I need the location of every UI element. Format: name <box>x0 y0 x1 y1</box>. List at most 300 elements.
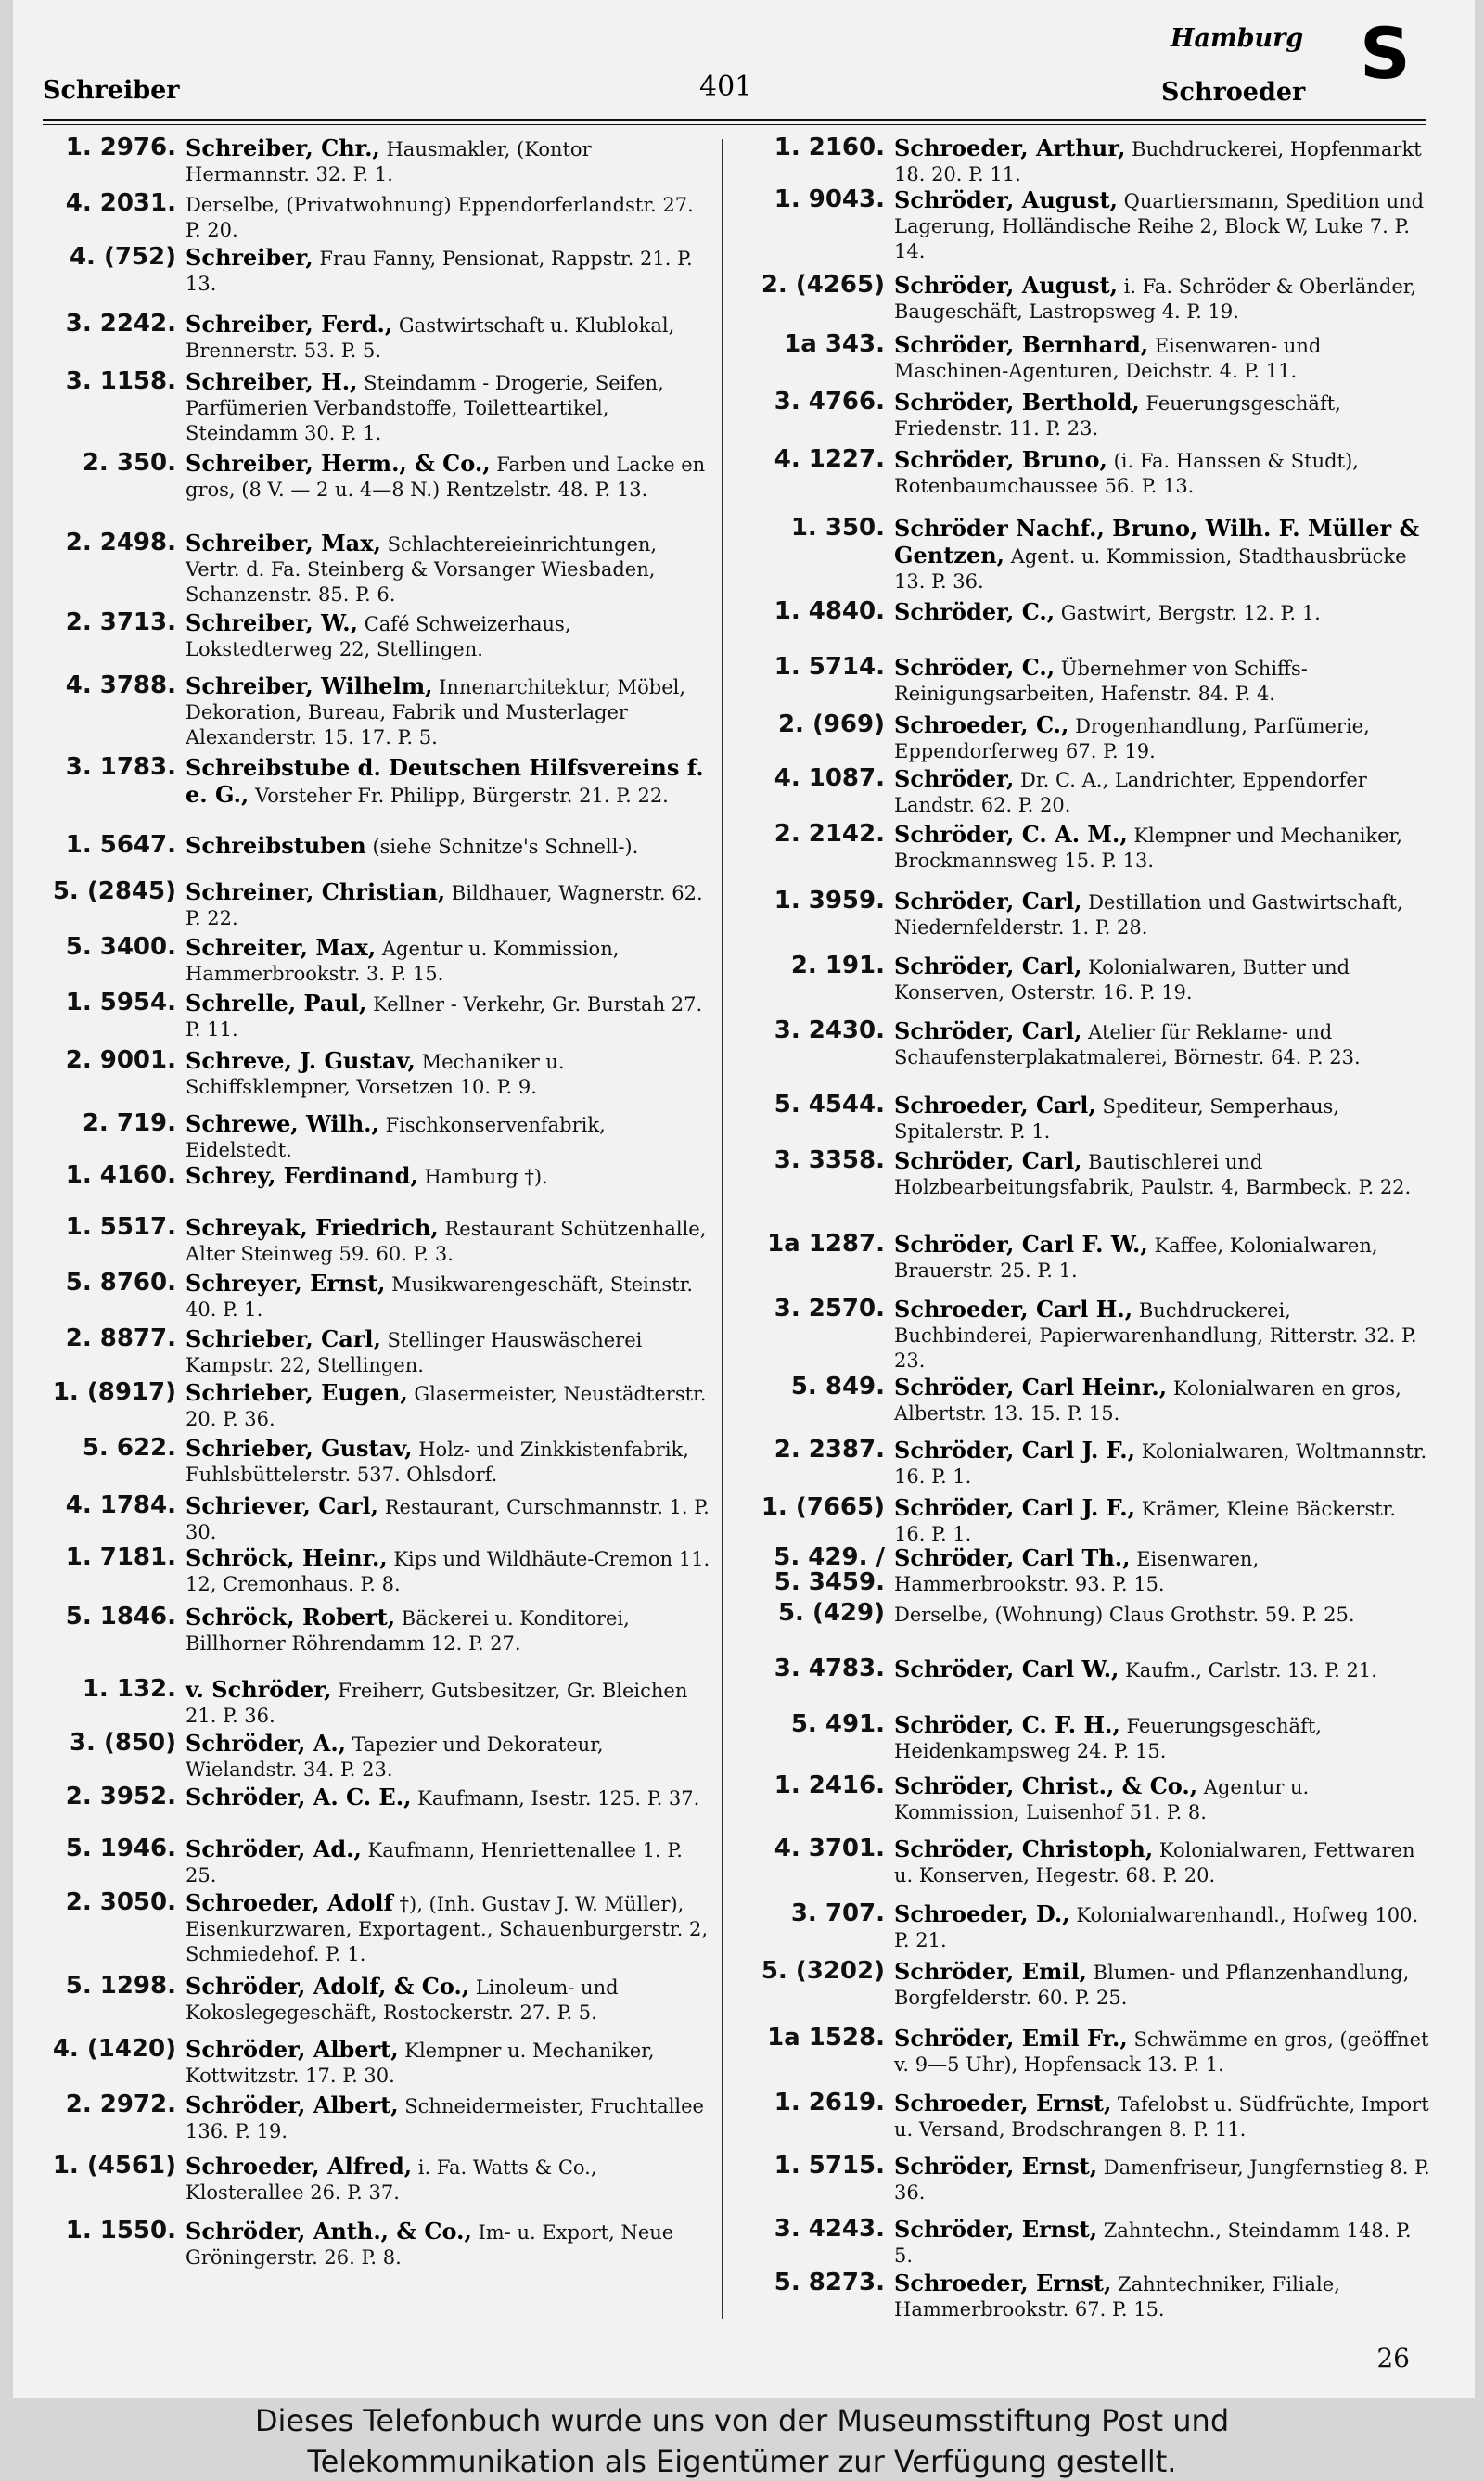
footer-line-1: Dieses Telefonbuch wurde uns von der Museumsstiftung Post und <box>254 2403 1230 2438</box>
entry-details: Kolonialwaren, Woltmannstr. 16. P. 1. <box>894 1440 1427 1488</box>
phone-number: 3. (850) <box>69 1729 176 1757</box>
subscriber-name: Schröder, Ernst, <box>894 2153 1098 2180</box>
entry-details: Café Schweizerhaus, Lokstedterweg 22, Stellingen. <box>186 613 571 660</box>
phone-number: 2. 191. <box>790 952 885 979</box>
entry-details: Restaurant, Curschmannstr. 1. P. 30. <box>186 1496 710 1543</box>
subscriber-name: Schröder, Ad., <box>186 1835 362 1862</box>
subscriber-name: Schreiber, Chr., <box>186 134 380 161</box>
entry-details: Drogenhandlung, Parfümerie, Eppendorferweg 67. P. 19. <box>894 715 1370 762</box>
entry-details: Innenarchitektur, Möbel, Dekoration, Bureau, Fabrik und Musterlager Alexanderstr. 15. 17. P. 5. <box>186 676 686 748</box>
subscriber-name: Schreiber, W., <box>186 609 359 636</box>
directory-entry <box>37 991 712 1042</box>
entry-text <box>894 953 1432 1005</box>
entry-details: Dr. C. A., Landrichter, Eppendorfer Landstr. 62. P. 20. <box>894 769 1367 816</box>
entry-details: Mechaniker u. Schiffsklempner, Vorsetzen 10. P. 9. <box>186 1051 565 1098</box>
phone-number: 2. 2142. <box>774 820 885 848</box>
entry-details: Gastwirtschaft u. Klublokal, Brennerstr. 53. P. 5. <box>186 314 675 362</box>
directory-entry <box>37 2154 712 2206</box>
directory-entry <box>746 390 1432 441</box>
subscriber-name: Schröder, Bruno, <box>894 446 1107 473</box>
entry-details: Agentur u. Kommission, Luisenhof 51. P. 8. <box>894 1776 1310 1823</box>
directory-entry <box>746 273 1432 325</box>
subscriber-name: Schroeder, Adolf <box>186 1889 393 1916</box>
phone-number: 1. (4561) <box>52 2152 176 2180</box>
directory-entry <box>746 953 1432 1005</box>
entry-details: Zahntechn., Steindamm 148. P. 5. <box>894 2219 1412 2267</box>
directory-entry <box>746 1545 1432 1597</box>
entry-details: Quartiersmann, Spedition und Lagerung, Holländische Reihe 2, Block W, Luke 7. P. 14. <box>894 190 1425 262</box>
entry-details: Tapezier und Dekorateur, Wielandstr. 34. P. 23. <box>186 1733 604 1781</box>
phone-number: 4. 3788. <box>65 671 176 699</box>
phone-number: 3. 1783. <box>65 753 176 781</box>
directory-entry <box>37 451 712 503</box>
entry-text <box>894 1959 1432 2011</box>
directory-entry <box>746 889 1432 940</box>
directory-entry <box>37 1111 712 1163</box>
directory-entry <box>746 447 1432 499</box>
phone-number: 3. 4243. <box>774 2215 885 2243</box>
entry-text <box>186 1215 712 1267</box>
subscriber-name: Schröder, Emil Fr., <box>894 2025 1128 2052</box>
directory-entry <box>37 1545 712 1597</box>
directory-entry <box>746 2217 1432 2269</box>
entry-text <box>894 390 1432 441</box>
subscriber-name: v. Schröder, <box>186 1676 332 1703</box>
entry-text <box>894 273 1432 325</box>
entry-text <box>894 1232 1432 1284</box>
phone-number: 1a 343. <box>784 330 885 358</box>
directory-entry <box>37 2219 712 2270</box>
directory-entry <box>746 2091 1432 2142</box>
directory-entry <box>746 1601 1432 1628</box>
entry-details: Eisenwaren- und Maschinen-Agenturen, Deichstr. 4. P. 11. <box>894 335 1322 382</box>
entry-details: Kellner - Verkehr, Gr. Burstah 27. P. 11. <box>186 993 703 1041</box>
phone-number: 5. (3202) <box>761 1957 885 1985</box>
phone-number: 1. 9043. <box>774 185 885 213</box>
subscriber-name: Schröder, Carl Heinr., <box>894 1374 1168 1400</box>
subscriber-name: Schroeder, Alfred, <box>186 2153 413 2180</box>
directory-entry <box>37 369 712 446</box>
entry-details: Musikwarengeschäft, Steinstr. 40. P. 1. <box>186 1273 694 1321</box>
entry-details: Bildhauer, Wagnerstr. 62. P. 22. <box>186 882 703 929</box>
entry-text <box>186 1890 712 1967</box>
entry-text <box>186 451 712 503</box>
entry-details: Gastwirt, Bergstr. 12. P. 1. <box>1060 602 1321 624</box>
directory-entry <box>746 766 1432 818</box>
directory-entry <box>37 1436 712 1488</box>
phone-number: 1. 5715. <box>774 2152 885 2180</box>
header-city: Hamburg <box>1171 24 1304 53</box>
section-letter: S <box>1360 12 1411 95</box>
column-divider <box>722 139 723 2319</box>
subscriber-name: Schreiner, Christian, <box>186 878 446 905</box>
entry-text <box>186 531 712 607</box>
phone-number: 2. 3050. <box>65 1888 176 1916</box>
phone-number: 3. 2570. <box>774 1295 885 1323</box>
entry-details: Holz- und Zinkkistenfabrik, Fuhlsbüttelerstr. 537. Ohlsdorf. <box>186 1439 689 1486</box>
subscriber-name: Schröder, Albert, <box>186 2091 399 2118</box>
directory-entry <box>746 187 1432 264</box>
subscriber-name: Schröder, August, <box>894 186 1118 213</box>
directory-entry <box>37 1380 712 1432</box>
directory-entry <box>37 610 712 662</box>
phone-number: 2. 3713. <box>65 608 176 636</box>
directory-entry <box>37 2037 712 2089</box>
phone-number: 2. (969) <box>777 710 885 738</box>
entry-details: Vorsteher Fr. Philipp, Bürgerstr. 21. P. 22. <box>255 785 669 807</box>
subscriber-name: Schroeder, D., <box>894 1900 1070 1927</box>
entry-details: Feuerungsgeschäft, Friedenstr. 11. P. 23. <box>894 392 1341 440</box>
subscriber-name: Schreiber, Ferd., <box>186 311 393 338</box>
entry-details: Buchdruckerei, Buchbinderei, Papierwarenhandlung, Ritterstr. 32. P. 23. <box>894 1299 1417 1372</box>
entry-details: Restaurant Schützenhalle, Alter Steinweg 59. 60. P. 3. <box>186 1218 707 1265</box>
entry-details: Freiherr, Gutsbesitzer, Gr. Bleichen 21. P. 36. <box>186 1680 688 1727</box>
subscriber-name: Schröder, Carl W., <box>894 1656 1119 1682</box>
page-footer-number: 26 <box>1376 2343 1410 2373</box>
subscriber-name: Schröder, C., <box>894 654 1055 681</box>
entry-text <box>186 1271 712 1323</box>
directory-entry <box>37 191 712 243</box>
phone-number: 1. 5714. <box>774 653 885 681</box>
entry-details: Bäckerei u. Konditorei, Billhorner Röhrendamm 12. P. 27. <box>186 1607 630 1655</box>
directory-entry <box>746 332 1432 384</box>
entry-text <box>186 1836 712 1888</box>
phone-number: 4. 1784. <box>65 1491 176 1519</box>
subscriber-name: Schröck, Heinr., <box>186 1544 388 1571</box>
phone-number: 2. (4265) <box>761 271 885 299</box>
entry-text <box>894 1601 1432 1628</box>
directory-entry <box>37 1215 712 1267</box>
subscriber-name: Schröder, Carl, <box>894 1147 1082 1174</box>
subscriber-name: Schroeder, C., <box>894 711 1069 738</box>
entry-text <box>186 673 712 750</box>
entry-details: Hamburg †). <box>424 1166 548 1188</box>
entry-details: i. Fa. Watts & Co., Klosterallee 26. P. 37. <box>186 2156 597 2204</box>
entry-details: Schlachtereieinrichtungen, Vertr. d. Fa. Steinberg & Vorsanger Wiesbaden, Schanzenstr. 85. P. 6. <box>186 533 658 606</box>
directory-entry <box>746 2026 1432 2078</box>
subscriber-name: Schröder, Carl J. F., <box>894 1437 1136 1464</box>
phone-number: 4. 2031. <box>65 189 176 217</box>
entry-text <box>186 879 712 931</box>
entry-details: Kaufmann, Isestr. 125. P. 37. <box>417 1787 700 1810</box>
directory-entry <box>746 1438 1432 1490</box>
entry-text <box>186 369 712 446</box>
phone-number: 2. 2387. <box>774 1436 885 1464</box>
directory-entry <box>746 1901 1432 1953</box>
entry-details: Agent. u. Kommission, Stadthausbrücke 13. P. 36. <box>894 545 1407 593</box>
entry-details: Eisenwaren, Hammerbrookstr. 93. P. 15. <box>894 1548 1260 1595</box>
phone-number: 5. 8760. <box>65 1269 176 1297</box>
directory-entry <box>37 1271 712 1323</box>
directory-entry <box>37 673 712 750</box>
subscriber-name: Schreiter, Max, <box>186 934 377 961</box>
entry-text <box>186 610 712 662</box>
subscriber-name: Schröder, August, <box>894 272 1118 299</box>
directory-entry <box>37 135 712 187</box>
entry-details: Stellinger Hauswäscherei Kampstr. 22, Stellingen. <box>186 1329 643 1376</box>
entry-details: Im- u. Export, Neue Gröningerstr. 26. P. 8. <box>186 2221 674 2269</box>
directory-entry <box>746 1656 1432 1683</box>
entry-text <box>894 2270 1432 2322</box>
entry-text <box>894 1148 1432 1200</box>
entry-text <box>894 1438 1432 1490</box>
entry-text <box>186 312 712 364</box>
entry-text <box>894 516 1432 595</box>
entry-details: Klempner u. Mechaniker, Kottwitzstr. 17. P. 30. <box>186 2040 655 2087</box>
phone-number: 1. (7665) <box>761 1493 885 1521</box>
subscriber-name: Schröder, Carl F. W., <box>894 1231 1148 1258</box>
subscriber-name: Schreiber, <box>186 244 313 271</box>
subscriber-name: Schreiber, Herm., & Co., <box>186 450 491 477</box>
entry-text <box>186 833 712 860</box>
entry-details: Kaufmann, Henriettenallee 1. P. 25. <box>186 1839 683 1886</box>
entry-text <box>186 135 712 187</box>
directory-entry <box>746 1712 1432 1764</box>
entry-details: Kolonialwaren, Fettwaren u. Konserven, Hegestr. 68. P. 20. <box>894 1839 1415 1886</box>
directory-entry <box>37 1784 712 1811</box>
directory-entry <box>746 1959 1432 2011</box>
entry-details: Kolonialwarenhandl., Hofweg 100. P. 21. <box>894 1904 1419 1951</box>
entry-text <box>894 332 1432 384</box>
subscriber-name: Schröder, A., <box>186 1730 347 1757</box>
entry-text <box>894 2154 1432 2206</box>
subscriber-name: Schrieber, Eugen, <box>186 1379 408 1406</box>
subscriber-name: Schröder, C. F. H., <box>894 1711 1120 1738</box>
entry-text <box>186 1974 712 2026</box>
subscriber-name: Schröder, Bernhard, <box>894 331 1149 358</box>
subscriber-name: Schröder, C. A. M., <box>894 821 1128 848</box>
entry-text <box>894 655 1432 707</box>
phone-number: 1. 5517. <box>65 1213 176 1241</box>
phone-number: 3. 2430. <box>774 1017 885 1044</box>
phone-number: 4. (1420) <box>52 2035 176 2063</box>
entry-text <box>186 1326 712 1378</box>
entry-text <box>894 1093 1432 1145</box>
entry-details: Krämer, Kleine Bäckerstr. 16. P. 1. <box>894 1498 1397 1545</box>
entry-text <box>894 1712 1432 1764</box>
entry-details: Zahntechniker, Filiale, Hammerbrookstr. 67. P. 15. <box>894 2273 1340 2321</box>
directory-entry <box>746 1836 1432 1888</box>
entry-text <box>186 1048 712 1100</box>
entry-details: (siehe Schnitze's Schnell-). <box>372 836 639 858</box>
phone-number: 3. 4783. <box>774 1655 885 1682</box>
entry-details: †), (Inh. Gustav J. W. Müller), Eisenkurzwaren, Exportagent., Schauenburgerstr. 2, Schmiedehof. P. 1. <box>186 1893 709 1965</box>
phone-number: 3. 707. <box>790 1899 885 1927</box>
subscriber-name: Schroeder, Ernst, <box>894 2090 1112 2117</box>
directory-entry <box>37 879 712 931</box>
directory-entry <box>37 1890 712 1967</box>
phone-number: 1. 7181. <box>65 1543 176 1571</box>
subscriber-name: Schröder, Carl, <box>894 888 1082 914</box>
directory-entry <box>37 1163 712 1190</box>
subscriber-name: Schreiber, Max, <box>186 530 381 556</box>
entry-text <box>186 1545 712 1597</box>
entry-details: Tafelobst u. Südfrüchte, Import u. Versand, Brodschrangen 8. P. 11. <box>894 2093 1429 2141</box>
subscriber-name: Schriever, Carl, <box>186 1492 379 1519</box>
phone-number: 1. 4840. <box>774 597 885 625</box>
entry-details: Klempner und Mechaniker, Brockmannsweg 15. P. 13. <box>894 825 1402 872</box>
phone-number: 5. (2845) <box>52 877 176 905</box>
directory-entry <box>37 1493 712 1545</box>
entry-text <box>186 2219 712 2270</box>
entry-text <box>894 2091 1432 2142</box>
subscriber-name: Schröder, Adolf, & Co., <box>186 1973 470 2000</box>
phone-number: 5. 1946. <box>65 1835 176 1862</box>
directory-entry <box>37 312 712 364</box>
entry-details: Destillation und Gastwirtschaft, Niedernfelderstr. 1. P. 28. <box>894 891 1403 939</box>
entry-details: Farben und Lacke en gros, (8 V. — 2 u. 4—8 N.) Rentzelstr. 48. P. 13. <box>186 454 706 501</box>
subscriber-name: Schröder Nachf., Bruno, Wilh. F. Müller & Gentzen, <box>894 515 1420 569</box>
phone-number: 1. (8917) <box>52 1378 176 1406</box>
entry-details: Spediteur, Semperhaus, Spitalerstr. P. 1. <box>894 1095 1339 1143</box>
phone-number: 1. 2619. <box>774 2089 885 2117</box>
entry-text <box>186 1677 712 1729</box>
subscriber-name: Schröck, Robert, <box>186 1604 396 1631</box>
subscriber-name: Schroeder, Ernst, <box>894 2270 1112 2296</box>
subscriber-name: Schröder, Berthold, <box>894 389 1140 416</box>
entry-text <box>894 766 1432 818</box>
phone-number: 3. 4766. <box>774 388 885 416</box>
phone-number: 3. 2242. <box>65 310 176 338</box>
entry-details: Damenfriseur, Jungfernstieg 8. P. 36. <box>894 2156 1430 2204</box>
entry-text <box>186 1163 712 1190</box>
entry-text <box>894 135 1432 187</box>
phone-number: 5. 1846. <box>65 1603 176 1631</box>
phone-number: 3. 1158. <box>65 367 176 395</box>
phone-number: 2. 8877. <box>65 1324 176 1352</box>
entry-details: i. Fa. Schröder & Oberländer, Baugeschäft, Lastropsweg 4. P. 19. <box>894 275 1417 323</box>
entry-text <box>894 187 1432 264</box>
directory-entry <box>746 1773 1432 1825</box>
phone-number: 2. 350. <box>82 449 176 477</box>
entry-details: Kaffee, Kolonialwaren, Brauerstr. 25. P. 1. <box>894 1234 1378 1282</box>
phone-number: 1. 4160. <box>65 1161 176 1189</box>
phone-number: 5. 429. / 5. 3459. <box>774 1543 885 1596</box>
directory-entry <box>746 1232 1432 1284</box>
subscriber-name: Schröder, Albert, <box>186 2036 399 2063</box>
entry-text <box>186 935 712 987</box>
entry-text <box>894 1656 1432 1683</box>
entry-details: Kolonialwaren en gros, Albertstr. 13. 15. P. 15. <box>894 1377 1401 1425</box>
entry-details: Kolonialwaren, Butter und Konserven, Osterstr. 16. P. 19. <box>894 956 1350 1004</box>
directory-entry <box>37 2092 712 2144</box>
phone-number: 5. 622. <box>82 1434 176 1462</box>
entry-text <box>186 755 712 809</box>
header-right-name: Schroeder <box>1161 78 1306 107</box>
phone-number: 4. 1087. <box>774 764 885 792</box>
entry-text <box>894 1545 1432 1597</box>
subscriber-name: Schröder, C., <box>894 598 1055 625</box>
entry-text <box>186 1436 712 1488</box>
directory-entry <box>746 712 1432 764</box>
phone-number: 1. 2976. <box>65 134 176 161</box>
entry-details: Fischkonservenfabrik, Eidelstedt. <box>186 1114 606 1161</box>
entry-details: Glasermeister, Neustädterstr. 20. P. 36. <box>186 1383 707 1430</box>
directory-entry <box>37 833 712 860</box>
subscriber-name: Schrieber, Gustav, <box>186 1435 413 1462</box>
directory-entry <box>37 1836 712 1888</box>
directory-page <box>13 0 1475 2398</box>
phone-number: 1. 5647. <box>65 831 176 859</box>
phone-number: 1. 1550. <box>65 2217 176 2244</box>
entry-details: Übernehmer von Schiffs-Reinigungsarbeiten, Hafenstr. 84. P. 4. <box>894 658 1308 705</box>
directory-entry <box>746 655 1432 707</box>
phone-number: 5. (429) <box>777 1599 885 1627</box>
phone-number: 2. 719. <box>82 1109 176 1137</box>
entry-text <box>894 599 1432 626</box>
phone-number: 1. 3959. <box>774 887 885 914</box>
entry-details: Kips und Wildhäute-Cremon 11. 12, Cremonhaus. P. 8. <box>186 1548 710 1595</box>
entry-text <box>894 2026 1432 2078</box>
directory-entry <box>746 2270 1432 2322</box>
phone-number: 5. 849. <box>790 1373 885 1400</box>
entry-text <box>894 1773 1432 1825</box>
phone-number: 5. 8273. <box>774 2269 885 2296</box>
subscriber-name: Schröder, Carl J. F., <box>894 1494 1136 1521</box>
subscriber-name: Schreve, J. Gustav, <box>186 1047 416 1074</box>
subscriber-name: Schroeder, Carl, <box>894 1092 1096 1119</box>
phone-number: 5. 3400. <box>65 933 176 961</box>
phone-number: 5. 1298. <box>65 1972 176 2000</box>
phone-number: 1. 350. <box>790 514 885 542</box>
directory-entry <box>746 1375 1432 1426</box>
subscriber-name: Schröder, A. C. E., <box>186 1784 412 1810</box>
subscriber-name: Schreibstuben <box>186 832 366 859</box>
phone-number: 2. 2972. <box>65 2091 176 2118</box>
entry-text <box>894 1375 1432 1426</box>
entry-details: Linoleum- und Kokoslegegeschäft, Rostockerstr. 27. P. 5. <box>186 1976 619 2024</box>
directory-entry <box>746 599 1432 626</box>
entry-text <box>894 447 1432 499</box>
phone-number: 2. 2498. <box>65 529 176 556</box>
subscriber-name: Schröder, <box>894 765 1015 792</box>
header-rule-thin <box>43 124 1426 125</box>
entry-text <box>186 191 712 243</box>
subscriber-name: Schröder, Carl Th., <box>894 1544 1131 1571</box>
phone-number: 1. 2160. <box>774 134 885 161</box>
entry-text <box>186 2037 712 2089</box>
phone-number: 4. 3701. <box>774 1835 885 1862</box>
entry-details: Schwämme en gros, (geöffnet v. 9—5 Uhr), Hopfensack 13. P. 1. <box>894 2028 1429 2076</box>
phone-number: 1a 1528. <box>767 2024 885 2052</box>
directory-entry <box>746 2154 1432 2206</box>
entry-text <box>186 245 712 297</box>
entry-text <box>894 1297 1432 1374</box>
header-rule <box>43 119 1426 121</box>
directory-entry <box>746 1297 1432 1374</box>
subscriber-name: Schrey, Ferdinand, <box>186 1162 418 1189</box>
directory-entry <box>746 516 1432 595</box>
subscriber-name: Schreyer, Ernst, <box>186 1270 386 1297</box>
directory-entry <box>746 1495 1432 1547</box>
phone-number: 1a 1287. <box>767 1230 885 1258</box>
directory-entry <box>37 755 712 809</box>
subscriber-name: Schröder, Emil, <box>894 1958 1087 1985</box>
entry-text <box>186 1380 712 1432</box>
entry-text <box>894 712 1432 764</box>
entry-text <box>894 1836 1432 1888</box>
subscriber-name: Schröder, Anth., & Co., <box>186 2218 472 2244</box>
directory-entry <box>37 531 712 607</box>
subscriber-name: Schreiber, H., <box>186 368 358 395</box>
directory-entry <box>746 822 1432 874</box>
directory-entry <box>37 1731 712 1783</box>
entry-text <box>186 1493 712 1545</box>
subscriber-name: Schrieber, Carl, <box>186 1325 381 1352</box>
entry-details: Buchdruckerei, Hopfenmarkt 18. 20. P. 11. <box>894 138 1422 185</box>
subscriber-name: Schreibstube d. Deutschen Hilfsvereins f. e. G., <box>186 754 704 808</box>
entry-details: Feuerungsgeschäft, Heidenkampsweg 24. P. 15. <box>894 1715 1322 1762</box>
